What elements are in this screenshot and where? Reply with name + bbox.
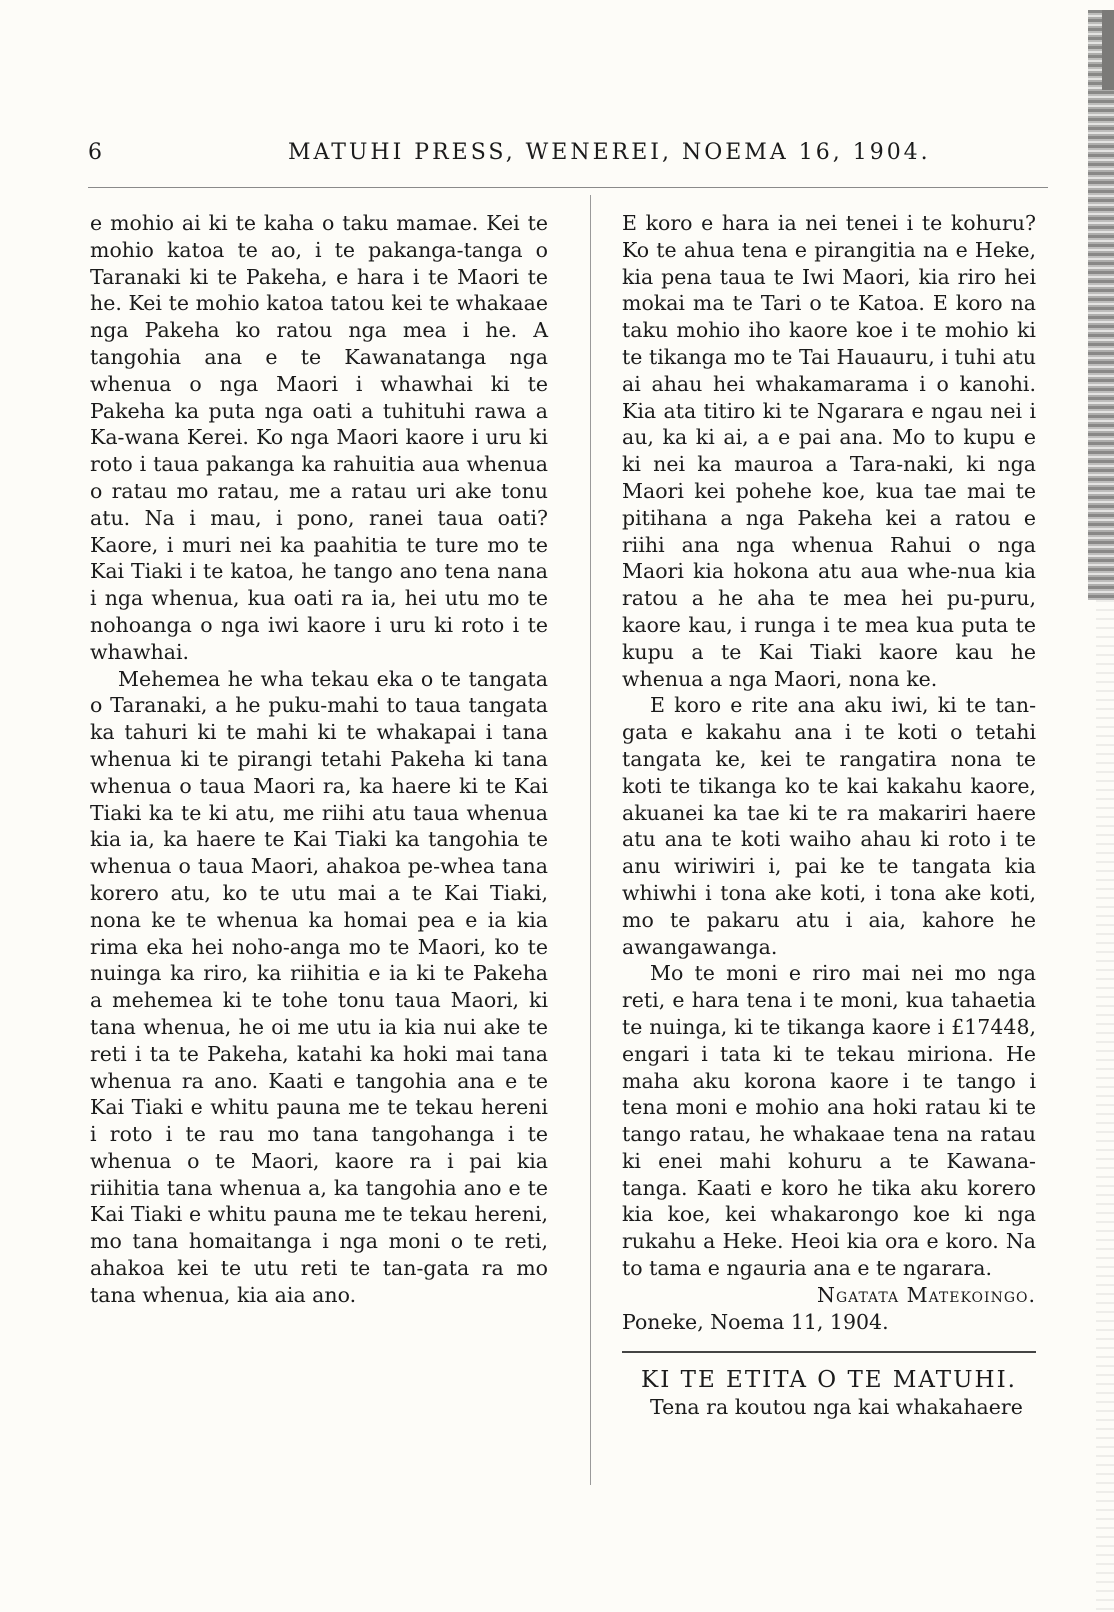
page-number: 6 [88, 140, 103, 165]
page-header [88, 140, 1028, 180]
left-paragraph-2: Mehemea he wha tekau eka o te tangata o Taranaki, a he puku-mahi to taua tangata ka tahuri ki te mahi ki te whakapai i tana whenua ki te pirangi tetahi Pakeha ki tana whenua o taua Maori ra, ka haere ki te Kai Tiaki ka te ki atu, me riihi atu taua whenua kia ia, ka haere te Kai Tiaki ka tangohia te whenua o taua Maori, ahakoa pe-whea tana korero atu, ko te utu mai a te Kai Tiaki, nona ke te whenua ka homai pea e ia kia rima eka hei noho-anga mo te Maori, ko te nuinga ka riro, ka riihitia e ia ki te Pakeha a mehemea ki te tohe tonu taua Maori, ki tana whenua, he oi me utu ia kia nui ake te reti i ta te Pakeha, katahi ka hoki mai tana whenua ra ano. Kaati e tangohia ana e te Kai Tiaki e whitu pauna me te tekau hereni i roto i te rau mo tana tangohanga i te whenua o te Maori, kaore ra i pai kia riihitia tana whenua a, ka tangohia ano e te Kai Tiaki e whitu pauna me te tekau hereni, mo tana homaitanga i nga moni o te reti, ahakoa kei te utu reti te tan-gata ra mo tana whenua, kia aia ano. [90, 666, 548, 1307]
section-rule [622, 1351, 1036, 1353]
column-divider [590, 195, 591, 1485]
left-column [90, 210, 548, 1309]
right-paragraph-2: E koro e rite ana aku iwi, ki te tan-gata e kakahu ana i te koti o tetahi tangata ke, kei te rangatira nona te koti te tikanga ko te kai kakahu kaore, akuanei ka tae ki te ra makariri haere atu ana te koti waiho ahau ki roto i te anu wiriwiri i, pai ke te tangata kia whiwhi i tona ake koti, i tona ake koti, mo te pakaru atu i aia, kahore he awangawanga. [622, 693, 1036, 959]
right-paragraph-1: E koro e hara ia nei tenei i te kohuru? Ko te ahua tena e pirangitia na e Heke, kia pena taua te Iwi Maori, kia riro hei mokai ma te Tari o te Katoa. E koro na taku mohio iho kaore koe i te mohio ki te tikanga mo te Tai Hauauru, i tuhi atu ai ahau hei whakamarama i o kanohi. Kia ata titiro ki te Ngarara e ngau nei i au, ka ki ai, a e pai ana. Mo to kupu e ki nei ka mauroa a Tara-naki, ki nga Maori kei pohehe koe, kua tae mai te pitihana a nga Pakeha kei a ratou e riihi ana nga whenua Rahui o nga Maori kia hokona atu aua whe-nua kia ratou a he aha te mea hei pu-puru, kaore kau, i runga i te mea kua puta te kupu a te Kai Tiaki kaore kau he whenua a nga Maori, nona ke. [622, 211, 1036, 691]
header-rule [88, 187, 1048, 188]
section-heading: KI TE ETITA O TE MATUHI. [641, 1367, 1017, 1394]
page-edge-speckle [1096, 600, 1114, 1612]
section-paragraph-1: Tena ra koutou nga kai whakahaere [650, 1395, 1023, 1420]
left-paragraph-1: e mohio ai ki te kaha o taku mamae. Kei te mohio katoa te ao, i te pakanga-tanga o Taranaki ki te Pakeha, e hara i te Maori te he. Kei te mohio katoa tatou kei te whakaae nga Pakeha ko ratou nga mea i he. A tangohia ana e te Kawanatanga nga whenua o nga Maori i whawhai ki te Pakeha ka puta nga oati a tuhituhi rawa a Ka-wana Kerei. Ko nga Maori kaore i uru ki roto i taua pakanga ka rahuitia aua whenua o ratau mo ratau, me a ratau uri ake tonu atu. Na i mau, i pono, ranei taua oati? Kaore, i muri nei ka paahitia te ture mo te Kai Tiaki i te katoa, he tango ano tena nana i nga whenua, kua oati ra ia, hei utu mo te nohoanga o nga iwi kaore i uru ki roto i te whawhai. [90, 211, 548, 664]
letter-dateline: Poneke, Noema 11, 1904. [622, 1309, 889, 1334]
letter-signature: Ngatata Matekoingo. [817, 1282, 1036, 1307]
right-paragraph-3: Mo te moni e riro mai nei mo nga reti, e hara tena i te moni, kua tahaetia te nuinga, ki te tikanga kaore i £17448, engari i tata ki te tekau miriona. He maha aku korona kaore i te tango i tena moni e mohio ana hoki ratau ki te tango ratau, he whakaae tena na ratau ki enei mahi kohuru a te Kawana-tanga. Kaati e koro he tika aku korero kia koe, kei whakarongo koe ki nga rukahu a Heke. Heoi kia ora e koro. Na to tama e ngauria ana e te ngarara. [622, 961, 1036, 1281]
right-column [622, 210, 1036, 1421]
page-edge-scan-artifact [1088, 10, 1114, 600]
masthead-title: MATUHI PRESS, WENEREI, NOEMA 16, 1904. [288, 140, 931, 165]
